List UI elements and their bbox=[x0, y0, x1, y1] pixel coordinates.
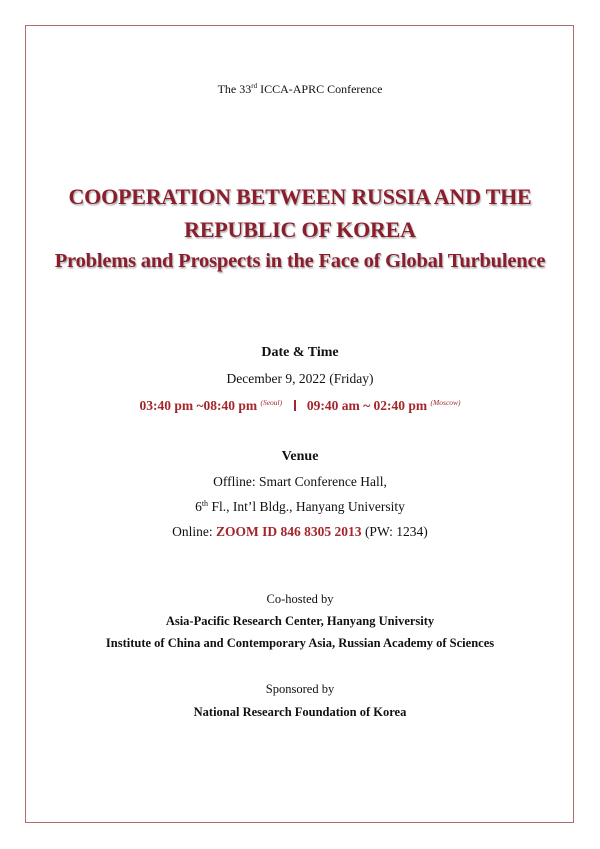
venue-building bbox=[0, 499, 600, 515]
seoul-time: 03:40 pm ~08:40 pm bbox=[139, 398, 258, 413]
zoom-id-link[interactable]: ZOOM ID 846 8305 2013 bbox=[216, 524, 362, 539]
venue-heading: Venue bbox=[281, 449, 319, 464]
sponsor-name: National Research Foundation of Korea bbox=[193, 705, 407, 719]
venue-online bbox=[0, 524, 600, 540]
conference-prefix: The 33 bbox=[217, 82, 252, 96]
online-label: Online: bbox=[172, 524, 217, 539]
sponsor-label: Sponsored by bbox=[265, 682, 335, 696]
floor-suffix: th bbox=[201, 499, 209, 508]
time-separator bbox=[294, 400, 296, 411]
cohost-item: Asia-Pacific Research Center, Hanyang University bbox=[165, 614, 435, 628]
floor-number: 6 bbox=[195, 499, 202, 514]
title-line-2: REPUBLIC OF KOREA bbox=[184, 217, 416, 242]
moscow-time: 09:40 am ~ 02:40 pm bbox=[306, 398, 428, 413]
title-subtitle: Problems and Prospects in the Face of Global Turbulence bbox=[54, 250, 546, 272]
conference-name: ICCA-APRC Conference bbox=[257, 82, 383, 96]
event-times bbox=[0, 398, 600, 414]
cohost-item: Institute of China and Contemporary Asia, Russian Academy of Sciences bbox=[105, 636, 495, 650]
cohost-label: Co-hosted by bbox=[266, 592, 334, 606]
moscow-label: (Moscow) bbox=[430, 398, 461, 407]
datetime-heading: Date & Time bbox=[261, 345, 339, 360]
page-border bbox=[25, 25, 574, 823]
title-line-1: COOPERATION BETWEEN RUSSIA AND THE bbox=[68, 184, 532, 209]
building-text: Fl., Int’l Bldg., Hanyang University bbox=[208, 499, 405, 514]
venue-offline: Offline: Smart Conference Hall, bbox=[213, 474, 387, 489]
zoom-password: (PW: 1234) bbox=[361, 524, 428, 539]
event-date: December 9, 2022 (Friday) bbox=[226, 371, 374, 386]
conference-ordinal: rd bbox=[251, 82, 258, 90]
seoul-label: (Seoul) bbox=[260, 398, 283, 407]
conference-label bbox=[0, 82, 600, 97]
